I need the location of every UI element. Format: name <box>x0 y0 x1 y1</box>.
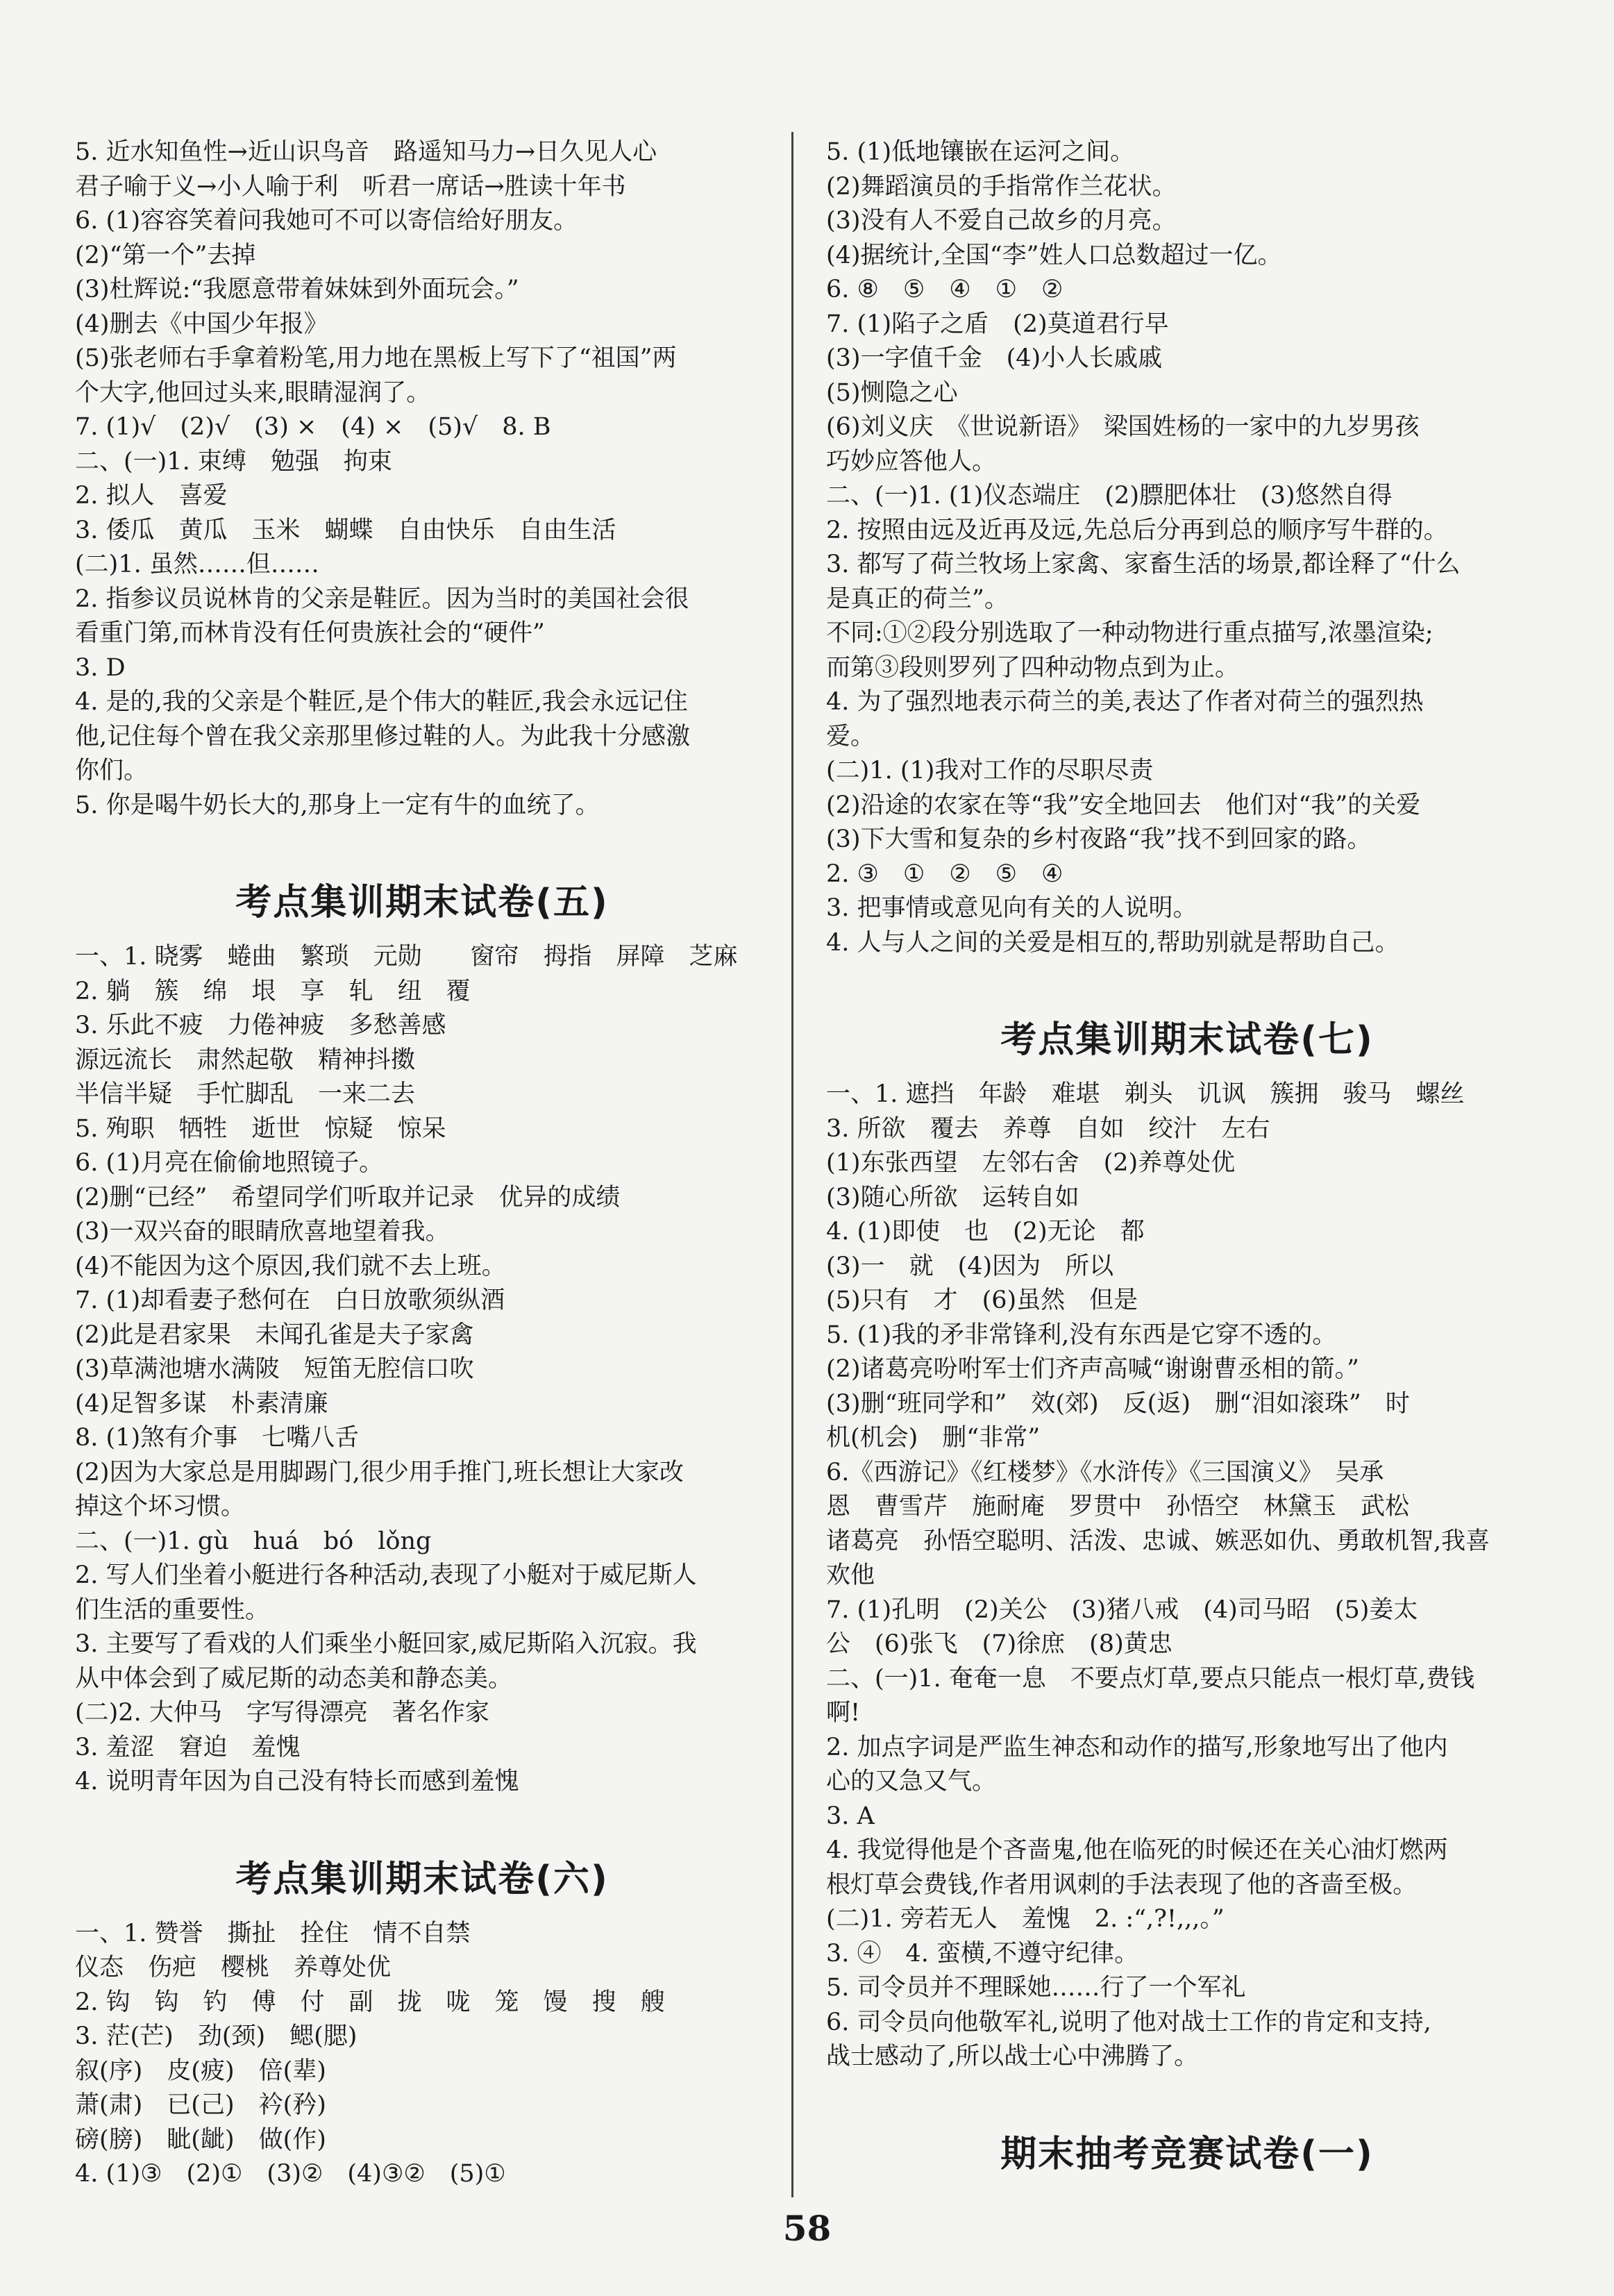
answer-line: 7. (1)√ (2)√ (3) × (4) × (5)√ 8. B <box>75 413 551 441</box>
answer-line: 3. 茫(芒) 劲(颈) 鳃(腮) <box>75 2022 358 2050</box>
answer-line: (4)删去《中国少年报》 <box>75 310 328 338</box>
answer-line: 磅(膀) 眦(龇) 做(作) <box>75 2125 326 2154</box>
answer-line: 6. 司令员向他敬军礼,说明了他对战士工作的肯定和支持, <box>826 2008 1431 2036</box>
answer-line: 欢他 <box>826 1561 875 1589</box>
answer-line: 7. (1)孔明 (2)关公 (3)猪八戒 (4)司马昭 (5)姜太 <box>826 1595 1418 1624</box>
answer-line: 2. 指参议员说林肯的父亲是鞋匠。因为当时的美国社会很 <box>75 585 689 613</box>
answer-line: 2. 躺 簇 绵 垠 享 轧 纽 覆 <box>75 977 471 1005</box>
answer-line: 战士感动了,所以战士心中沸腾了。 <box>826 2043 1199 2070</box>
answer-line: (4)足智多谋 朴素清廉 <box>75 1389 328 1418</box>
answer-line: 8. (1)煞有介事 七嘴八舌 <box>75 1424 360 1452</box>
answer-line: 3. 倭瓜 黄瓜 玉米 蝴蝶 自由快乐 自由生活 <box>75 516 616 544</box>
answer-line: 巧妙应答他人。 <box>826 447 997 476</box>
answer-line: 啊! <box>826 1699 861 1727</box>
answer-line: 一、1. 晓雾 蜷曲 繁琐 元勋 窗帘 拇指 屏障 芝麻 <box>75 943 738 971</box>
answer-line: 爱。 <box>826 722 875 751</box>
answer-line: (4)不能因为这个原因,我们就不去上班。 <box>75 1252 506 1280</box>
answer-line: (3)一 就 (4)因为 所以 <box>826 1252 1114 1280</box>
answer-line: 是真正的荷兰”。 <box>826 585 1009 613</box>
answer-line: 二、(一)1. (1)仪态端庄 (2)膘肥体壮 (3)悠然自得 <box>826 482 1393 510</box>
answer-line: 一、1. 赞誉 撕扯 拴住 情不自禁 <box>75 1919 471 1947</box>
answer-line: (2)诸葛亮吩咐军士们齐声高喊“谢谢曹丞相的箭。” <box>826 1355 1359 1383</box>
answer-line: 二、(一)1. 奄奄一息 不要点灯草,要点只能点一根灯草,费钱 <box>826 1664 1475 1693</box>
answer-line: 5. (1)低地镶嵌在运河之间。 <box>826 138 1135 166</box>
answer-line: 2. 写人们坐着小艇进行各种活动,表现了小艇对于威尼斯人 <box>75 1561 697 1589</box>
answer-line: 公 (6)张飞 (7)徐庶 (8)黄忠 <box>826 1630 1172 1658</box>
answer-line: 他,记住每个曾在我父亲那里修过鞋的人。为此我十分感激 <box>75 722 691 751</box>
answer-line: 4. 人与人之间的关爱是相互的,帮助别就是帮助自己。 <box>826 928 1399 957</box>
answer-line: 4. 是的,我的父亲是个鞋匠,是个伟大的鞋匠,我会永远记住 <box>75 688 688 716</box>
answer-line: 不同:①②段分别选取了一种动物进行重点描写,浓墨渲染; <box>826 619 1434 647</box>
answer-line: 4. 说明青年因为自己没有特长而感到羞愧 <box>75 1768 519 1795</box>
answer-line: 源远流长 肃然起敬 精神抖擞 <box>75 1046 416 1074</box>
answer-line: (3)一字值千金 (4)小人长戚戚 <box>826 344 1163 372</box>
answer-line: 3. ④ 4. 蛮横,不遵守纪律。 <box>826 1939 1139 1968</box>
column-divider <box>791 132 793 2197</box>
answer-line: 6. (1)月亮在偷偷地照镜子。 <box>75 1149 384 1177</box>
answer-line: 6.《西游记》《红楼梦》《水浒传》《三国演义》 吴承 <box>826 1458 1384 1486</box>
answer-line: 3. 乐此不疲 力倦神疲 多愁善感 <box>75 1012 446 1039</box>
section-title: 考点集训期末试卷(五) <box>235 882 609 923</box>
answer-line: 萧(肃) 已(己) 衿(矜) <box>75 2091 326 2119</box>
answer-line: (二)1. (1)我对工作的尽职尽责 <box>826 757 1154 785</box>
answer-line: 7. (1)却看妻子愁何在 白日放歌须纵酒 <box>75 1287 505 1314</box>
answer-line: 3. 把事情或意见向有关的人说明。 <box>826 894 1197 922</box>
answer-line: (2)舞蹈演员的手指常作兰花状。 <box>826 172 1177 201</box>
answer-line: 仪态 伤疤 樱桃 养尊处优 <box>75 1954 392 1981</box>
answer-line: (1)东张西望 左邻右舍 (2)养尊处优 <box>826 1149 1236 1177</box>
answer-line: (3)随心所欲 运转自如 <box>826 1183 1079 1212</box>
answer-line: 们生活的重要性。 <box>75 1595 270 1624</box>
answer-line: 5. 你是喝牛奶长大的,那身上一定有牛的血统了。 <box>75 791 600 819</box>
answer-line: (5)只有 才 (6)虽然 但是 <box>826 1287 1138 1314</box>
answer-line: (2)沿途的农家在等“我”安全地回去 他们对“我”的关爱 <box>826 791 1421 819</box>
answer-line: 2. 拟人 喜爱 <box>75 482 228 510</box>
answer-line: 根灯草会费钱,作者用讽刺的手法表现了他的吝啬至极。 <box>826 1870 1418 1899</box>
answer-line: 7. (1)陷子之盾 (2)莫道君行早 <box>826 310 1169 338</box>
answer-line: 4. 为了强烈地表示荷兰的美,表达了作者对荷兰的强烈热 <box>826 688 1424 716</box>
answer-line: 叙(序) 皮(疲) 倍(辈) <box>75 2056 326 2085</box>
answer-line: (2)因为大家总是用脚踢门,很少用手推门,班长想让大家改 <box>75 1458 684 1486</box>
answer-line: 4. (1)③ (2)① (3)② (4)③② (5)① <box>75 2160 506 2188</box>
answer-line: (二)1. 虽然……但…… <box>75 551 319 578</box>
answer-line: 5. 近水知鱼性→近山识鸟音 路遥知马力→日久见人心 <box>75 138 657 166</box>
answer-line: 4. (1)即使 也 (2)无论 都 <box>826 1218 1145 1246</box>
answer-line: (2)删“已经” 希望同学们听取并记录 优异的成绩 <box>75 1183 621 1212</box>
answer-line: 而第③段则罗列了四种动物点到为止。 <box>826 653 1240 682</box>
answer-line: 2. ③ ① ② ⑤ ④ <box>826 860 1064 888</box>
answer-line: 一、1. 遮挡 年龄 难堪 剃头 讥讽 簇拥 骏马 螺丝 <box>826 1080 1465 1108</box>
answer-line: (5)张老师右手拿着粉笔,用力地在黑板上写下了“祖国”两 <box>75 344 677 372</box>
answer-line: 机(机会) 删“非常” <box>826 1424 1041 1452</box>
answer-line: 二、(一)1. 束缚 勉强 拘束 <box>75 447 392 476</box>
answer-line: (二)1. 旁若无人 羞愧 2. :“,?!,,,。” <box>826 1905 1225 1933</box>
answer-line: 6. ⑧ ⑤ ④ ① ② <box>826 276 1064 303</box>
answer-line: (4)据统计,全国“李”姓人口总数超过一亿。 <box>826 241 1282 269</box>
answer-line: (3)没有人不爱自己故乡的月亮。 <box>826 207 1177 235</box>
answer-line: 3. D <box>75 653 126 682</box>
answer-line: (5)恻隐之心 <box>826 378 958 407</box>
answer-line: 3. 羞涩 窘迫 羞愧 <box>75 1733 301 1761</box>
answer-line: 心的又急又气。 <box>826 1768 997 1795</box>
answer-line: 2. 钩 钩 钓 傅 付 副 拢 咙 笼 馒 搜 艘 <box>75 1988 665 2016</box>
answer-line: (3)一双兴奋的眼睛欣喜地望着我。 <box>75 1218 450 1246</box>
section-title: 期末抽考竞赛试卷(一) <box>1000 2133 1374 2175</box>
page-number: 58 <box>782 2208 832 2249</box>
answer-line: 6. (1)容容笑着问我她可不可以寄信给好朋友。 <box>75 207 578 235</box>
answer-line: (3)删“班同学和” 效(郊) 反(返) 删“泪如滚珠” 时 <box>826 1389 1410 1418</box>
answer-line: 掉这个坏习惯。 <box>75 1493 246 1520</box>
answer-line: (2)此是君家果 未闻孔雀是夫子家禽 <box>75 1321 474 1349</box>
answer-line: (2)“第一个”去掉 <box>75 241 256 269</box>
answer-line: 4. 我觉得他是个吝啬鬼,他在临死的时候还在关心油灯燃两 <box>826 1836 1448 1864</box>
answer-line: 5. 司令员并不理睬她……行了一个军礼 <box>826 1974 1246 2002</box>
answer-line: 5. 殉职 牺牲 逝世 惊疑 惊呆 <box>75 1114 446 1143</box>
answer-line: 3. 主要写了看戏的人们乘坐小艇回家,威尼斯陷入沉寂。我 <box>75 1630 697 1658</box>
answer-line: 2. 按照由远及近再及远,先总后分再到总的顺序写牛群的。 <box>826 516 1448 544</box>
answer-line: 个大字,他回过头来,眼睛湿润了。 <box>75 378 431 407</box>
answer-line: (3)下大雪和复杂的乡村夜路“我”找不到回家的路。 <box>826 826 1372 853</box>
answer-line: 恩 曹雪芹 施耐庵 罗贯中 孙悟空 林黛玉 武松 <box>826 1493 1410 1520</box>
answer-line: (3)草满池塘水满陂 短笛无腔信口吹 <box>75 1355 474 1383</box>
answer-line: 2. 加点字词是严监生神态和动作的描写,形象地写出了他内 <box>826 1733 1448 1761</box>
answer-line: 二、(一)1. gù huá bó lǒng <box>75 1527 432 1555</box>
answer-line: 半信半疑 手忙脚乱 一来二去 <box>75 1080 416 1108</box>
answer-line: 3. A <box>826 1802 875 1830</box>
answer-line: 君子喻于义→小人喻于利 听君一席话→胜读十年书 <box>75 172 626 201</box>
answer-line: 3. 都写了荷兰牧场上家禽、家畜生活的场景,都诠释了“什么 <box>826 551 1461 578</box>
section-title: 考点集训期末试卷(七) <box>1000 1019 1374 1061</box>
answer-line: (二)2. 大仲马 字写得漂亮 著名作家 <box>75 1699 489 1727</box>
answer-line: 5. (1)我的矛非常锋利,没有东西是它穿不透的。 <box>826 1321 1337 1349</box>
answer-line: 3. 所欲 覆去 养尊 自如 绞汁 左右 <box>826 1114 1270 1143</box>
left-column <box>75 135 769 2192</box>
answer-line: (3)杜辉说:“我愿意带着妹妹到外面玩会。” <box>75 276 519 303</box>
section-title: 考点集训期末试卷(六) <box>235 1858 609 1900</box>
answer-line: 看重门第,而林肯没有任何贵族社会的“硬件” <box>75 619 545 647</box>
answer-line: (6)刘义庆 《世说新语》 梁国姓杨的一家中的九岁男孩 <box>826 413 1420 441</box>
right-column <box>826 135 1548 2192</box>
answer-line: 你们。 <box>75 757 149 785</box>
answer-line: 诸葛亮 孙悟空聪明、活泼、忠诚、嫉恶如仇、勇敢机智,我喜 <box>826 1527 1490 1555</box>
answer-line: 从中体会到了威尼斯的动态美和静态美。 <box>75 1664 513 1693</box>
